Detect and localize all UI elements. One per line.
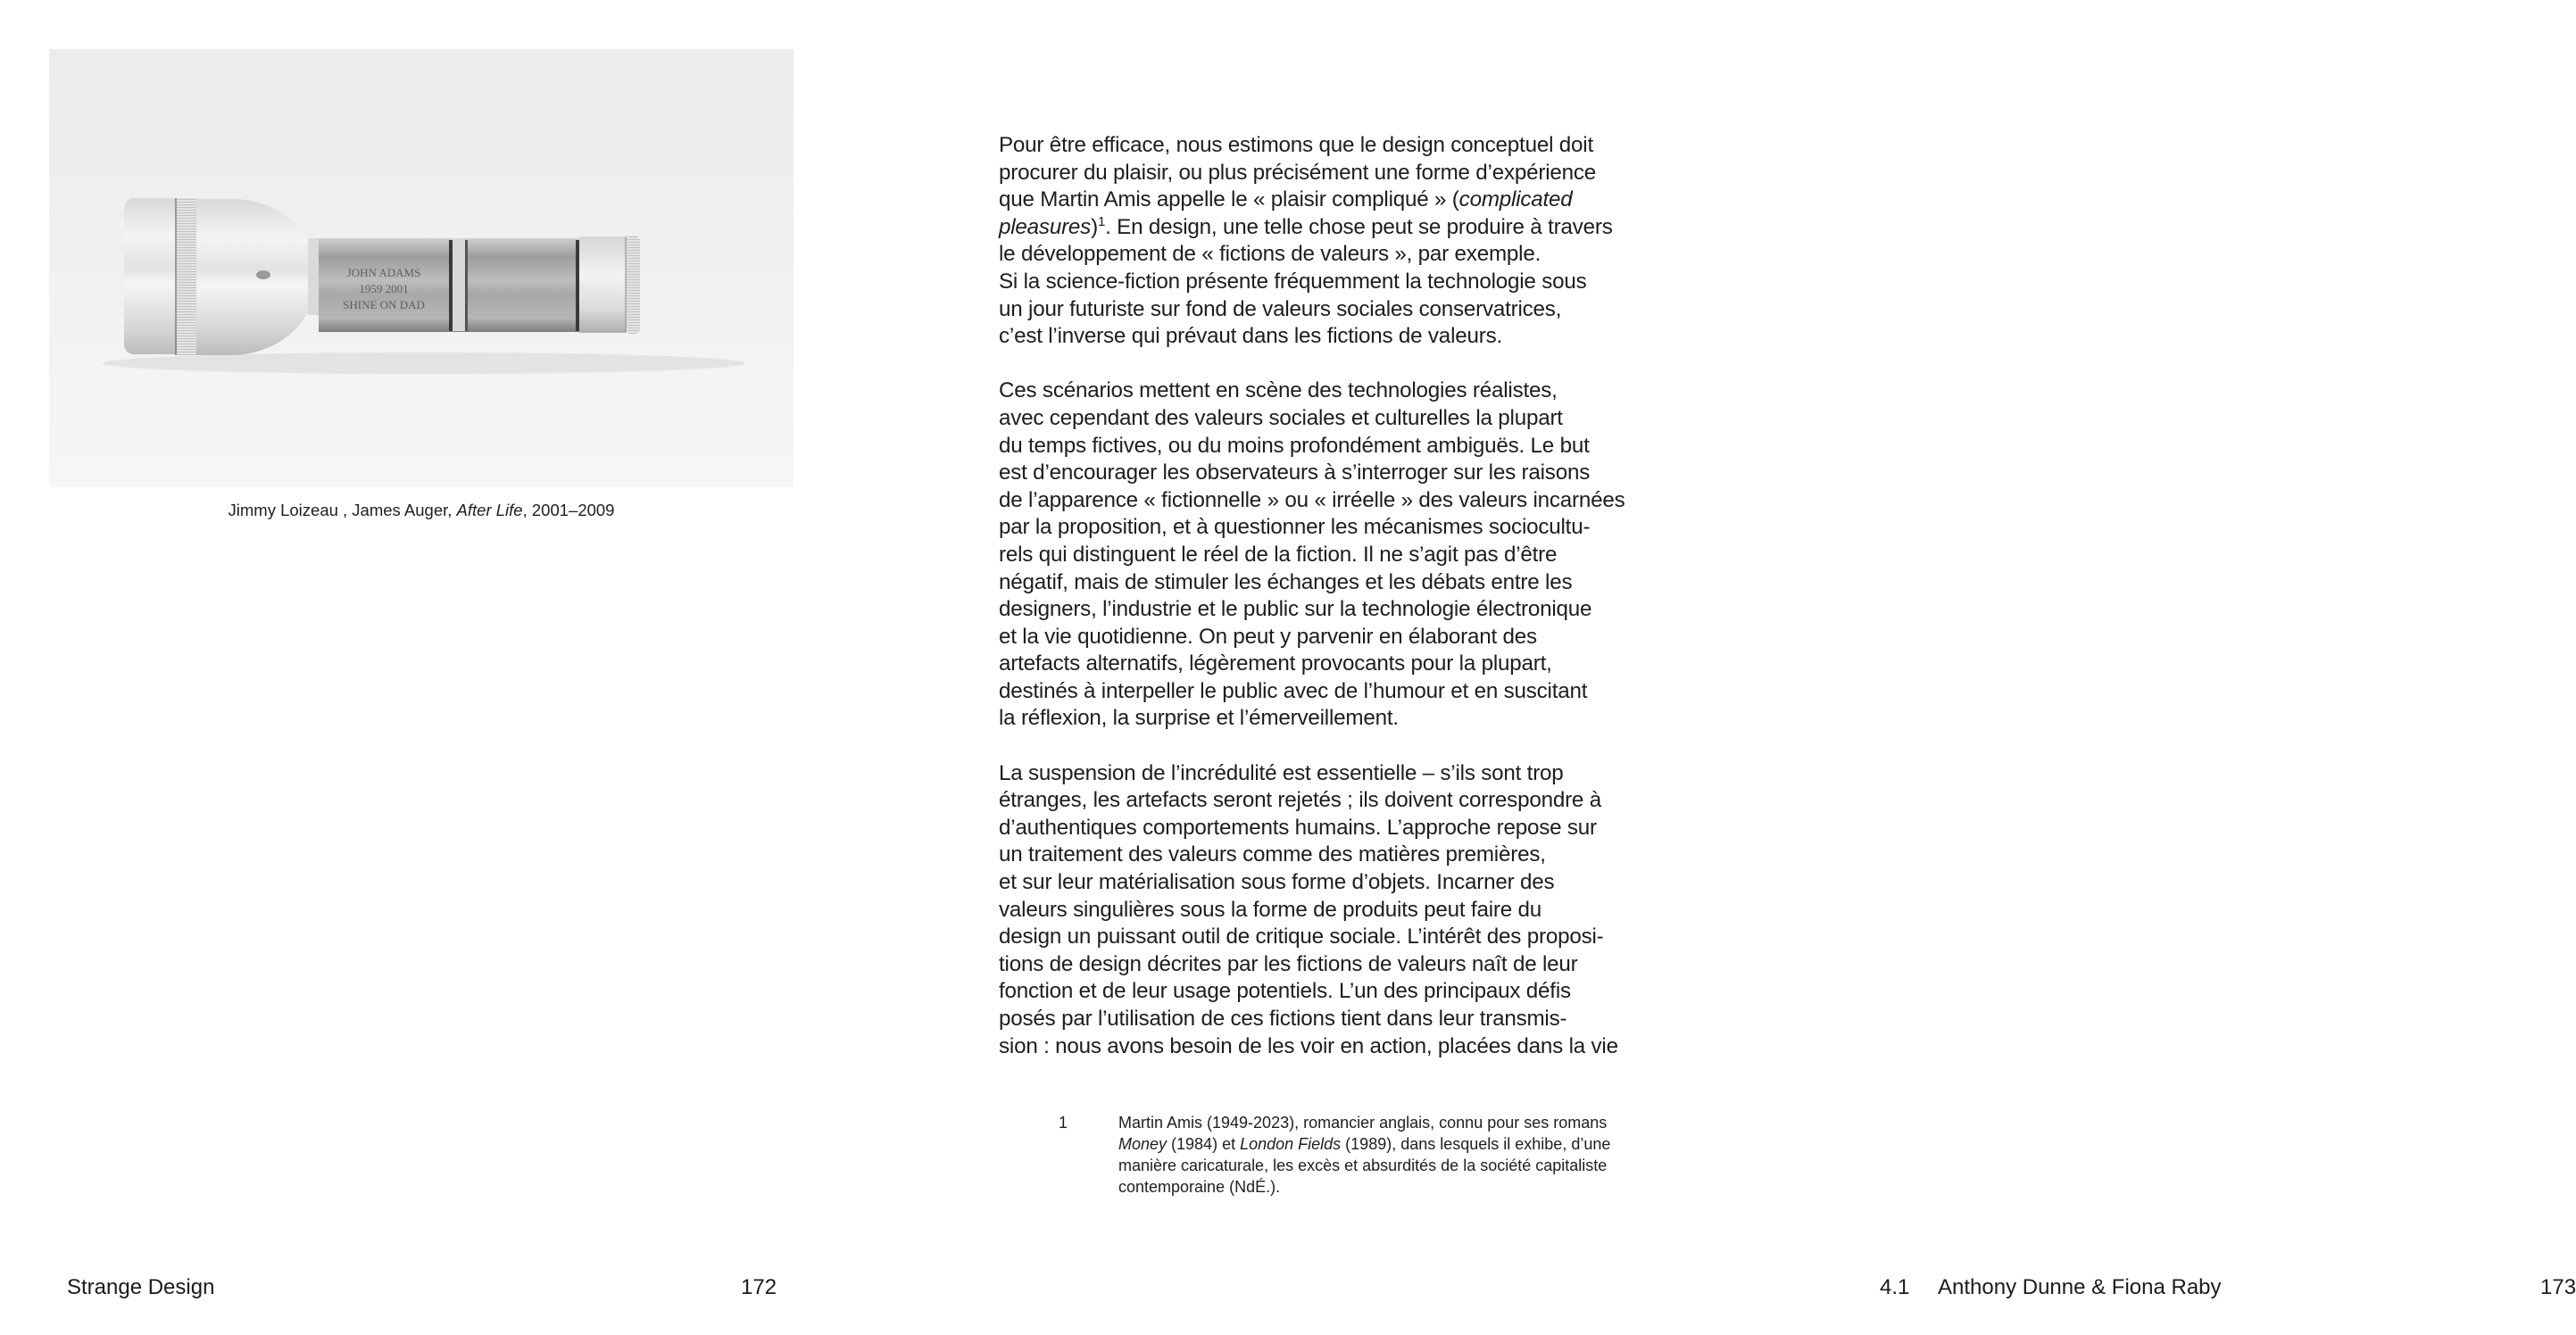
text-line: La suspension de l’incrédulité est essentielle – s’ils sont trop xyxy=(999,760,1564,785)
page-number-right: 173 xyxy=(2540,1275,2576,1299)
text-line: de l’apparence « fictionnelle » ou « irréelle » des valeurs incarnées xyxy=(999,487,1625,512)
body-text xyxy=(999,132,1704,1088)
text-line: Ces scénarios mettent en scène des technologies réalistes, xyxy=(999,378,1558,403)
footnote-line: Money (1984) et London Fields (1989), dans lesquels il exhibe, d’une xyxy=(1118,1135,1611,1153)
italic-title: London Fields xyxy=(1240,1135,1342,1153)
text-line: est d’encourager les observateurs à s’interroger sur les raisons xyxy=(999,460,1591,485)
text-line: un jour futuriste sur fond de valeurs sociales conservatrices, xyxy=(999,296,1562,321)
footnote-line: manière caricaturale, les excès et absurdités de la société capitaliste xyxy=(1118,1157,1608,1174)
text-line: posés par l’utilisation de ces fictions tient dans leur transmis- xyxy=(999,1007,1567,1031)
right-page xyxy=(878,0,2576,1335)
page-number-left: 172 xyxy=(741,1275,777,1299)
engraving-line-2: 1959 2001 xyxy=(359,282,409,295)
footnote-ref-1[interactable]: 1 xyxy=(1097,213,1106,229)
running-footer-chapter-title: Anthony Dunne & Fiona Raby xyxy=(1938,1275,2222,1299)
italic-term: complicated xyxy=(1458,187,1573,212)
text-line: valeurs singulières sous la forme de produits peut faire du xyxy=(999,897,1542,922)
italic-title: Money xyxy=(1118,1135,1168,1153)
text-line: rels qui distinguent le réel de la fiction. Il ne s’agit pas d’être xyxy=(999,542,1558,567)
text-line: du temps fictives, ou du moins profondément ambiguës. Le but xyxy=(999,433,1590,458)
text-line: tions de design décrites par les fictions de valeurs naît de leur xyxy=(999,951,1578,976)
running-footer-section-number: 4.1 xyxy=(1880,1275,1910,1299)
text-line: sion : nous avons besoin de les voir en action, placées dans la vie xyxy=(999,1033,1618,1058)
text-line: destinés à interpeller le public avec de l’humour et en suscitant xyxy=(999,678,1588,703)
paragraph-3 xyxy=(999,760,1704,1061)
text-line: par la proposition, et à questionner les mécanismes sociocultu- xyxy=(999,515,1591,540)
paragraph-1 xyxy=(999,132,1704,351)
footnote-line: Martin Amis (1949-2023), romancier anglais, connu pour ses romans xyxy=(1118,1114,1608,1132)
text-line: et sur leur matérialisation sous forme d’objets. Incarner des xyxy=(999,870,1555,895)
footnote-number: 1 xyxy=(1059,1114,1068,1132)
text-line: le développement de « fictions de valeurs », par exemple. xyxy=(999,242,1541,267)
engraving-line-3: SHINE ON DAD xyxy=(343,298,425,311)
text-line: un traitement des valeurs comme des matières premières, xyxy=(999,842,1546,867)
footnote-text xyxy=(1118,1112,1690,1198)
italic-term: pleasures xyxy=(999,214,1092,239)
caption-years: , 2001–2009 xyxy=(522,501,615,519)
paragraph-2 xyxy=(999,377,1704,733)
caption-authors: Jimmy Loizeau , James Auger, xyxy=(228,501,457,519)
running-footer-book-title: Strange Design xyxy=(67,1275,215,1299)
text-line: étranges, les artefacts seront rejetés ; ils doivent correspondre à xyxy=(999,788,1601,813)
text-line: Pour être efficace, nous estimons que le design conceptuel doit xyxy=(999,133,1593,157)
flashlight-image xyxy=(49,49,794,487)
figure-caption xyxy=(49,500,794,521)
figure-after-life-flashlight xyxy=(49,49,794,487)
text-line: designers, l’industrie et le public sur la technologie électronique xyxy=(999,597,1592,622)
engraving-line-1: JOHN ADAMS xyxy=(346,266,421,279)
text-line: c’est l’inverse qui prévaut dans les fictions de valeurs. xyxy=(999,324,1503,349)
left-page xyxy=(0,0,878,1335)
text-line: et la vie quotidienne. On peut y parvenir en élaborant des xyxy=(999,624,1537,649)
text-line: pleasures)$^1$. En design, une telle chose peut se produire à travers xyxy=(999,213,1613,239)
text-line: avec cependant des valeurs sociales et culturelles la plupart xyxy=(999,405,1563,430)
text-line: la réflexion, la surprise et l’émerveillement. xyxy=(999,706,1399,731)
text-line: d’authentiques comportements humains. L’approche repose sur xyxy=(999,815,1597,840)
text-line: fonction et de leur usage potentiels. L’un des principaux défis xyxy=(999,979,1571,1004)
caption-work-title: After Life xyxy=(456,501,523,519)
text-line: design un puissant outil de critique sociale. L’intérêt des proposi- xyxy=(999,925,1604,949)
text-line: procurer du plaisir, ou plus précisément une forme d’expérience xyxy=(999,160,1597,185)
text-line: négatif, mais de stimuler les échanges et les débats entre les xyxy=(999,569,1573,594)
text-line: Si la science-fiction présente fréquemment la technologie sous xyxy=(999,269,1587,294)
text-line: artefacts alternatifs, légèrement provocants pour la plupart, xyxy=(999,651,1552,676)
footnote-line: contemporaine (NdÉ.). xyxy=(1118,1178,1281,1196)
text-line: que Martin Amis appelle le « plaisir compliqué » (complicated xyxy=(999,187,1573,212)
